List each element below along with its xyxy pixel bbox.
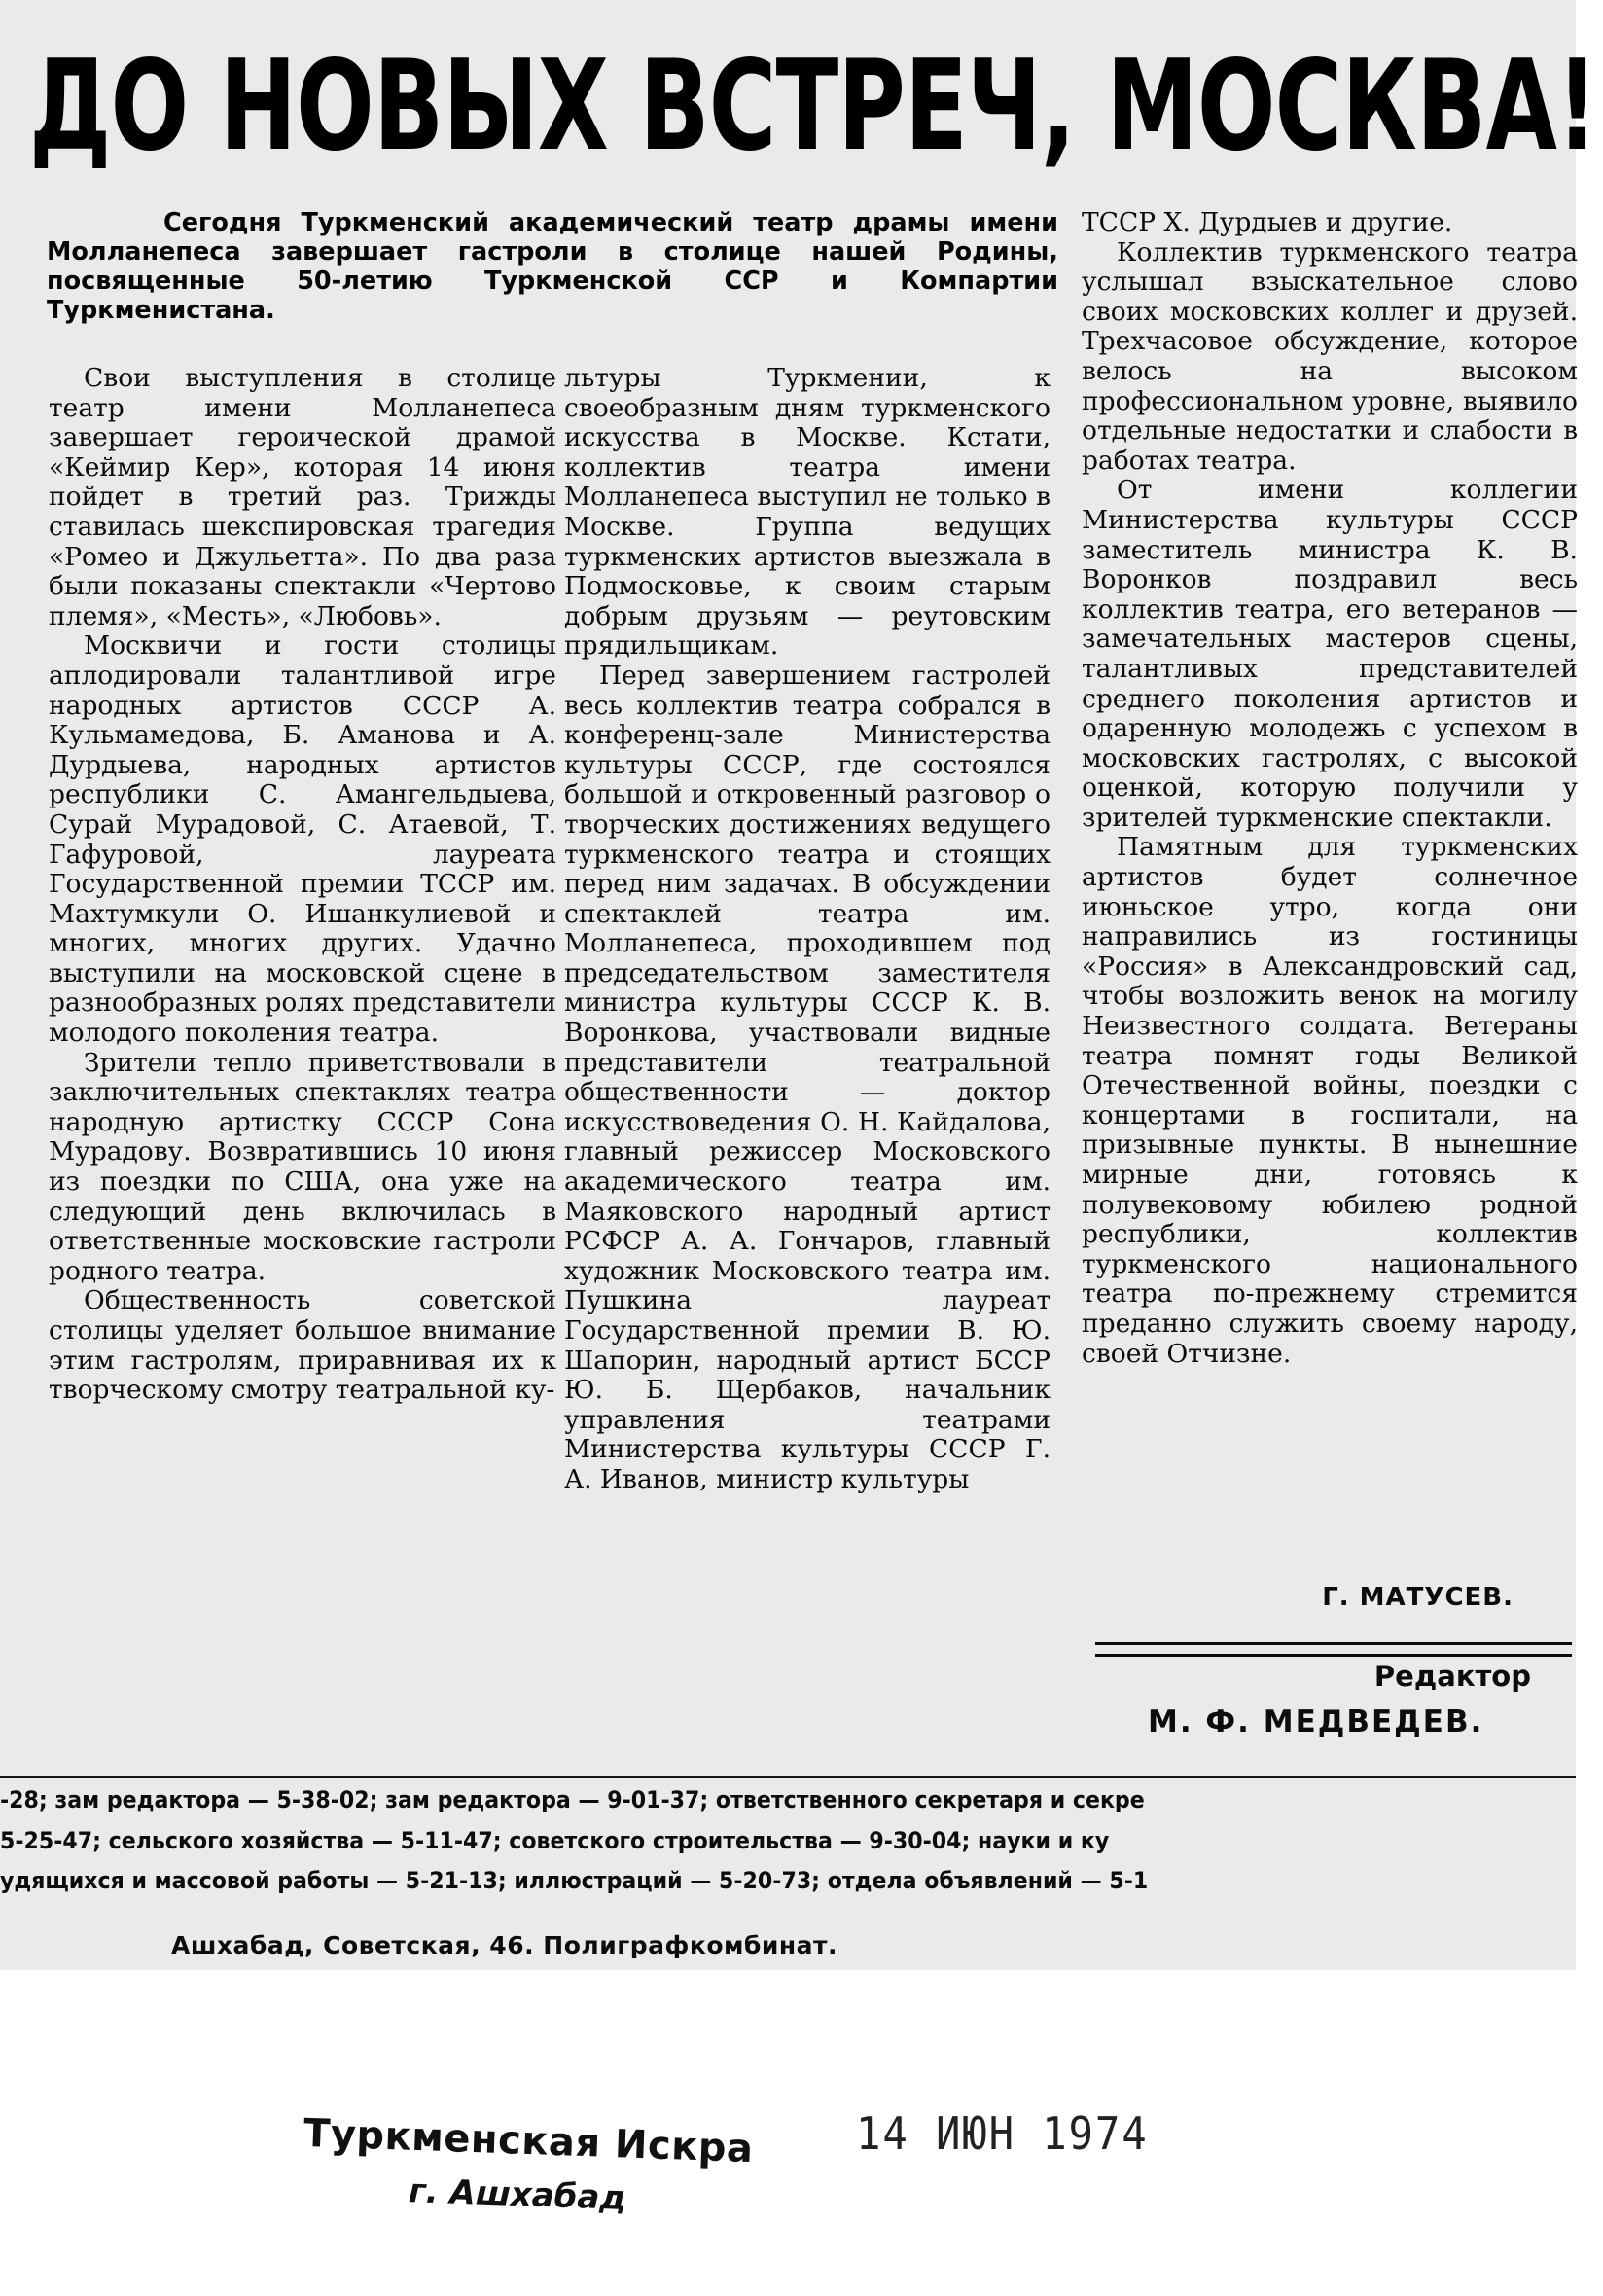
paragraph: Зрители тепло приветствовали в заключительных спектаклях театра народную артистку СССР Сона Мурадову. Возвратившись 10 июня из поездки по США, она уже на следующий день включилась в ответственные московские гастроли родного театра.	[49, 1047, 556, 1286]
paragraph: Свои выступления в столице театр имени Молланепеса завершает героической драмой «Кеймир Кер», которая 14 июня пойдет в третий раз. Трижды ставилась шекспировская трагедия «Ромео и Джульетта». По два раза были показаны спектакли «Чертово племя», «Месть», «Любовь».	[49, 363, 556, 631]
lead-paragraph: Сегодня Туркменский академический театр драмы имени Молланепеса завершает гастроли в столице нашей Родины, посвященные 50-летию Туркменской ССР и Компартии Туркменистана.	[47, 208, 1058, 325]
paragraph: ТССР Х. Дурдыев и другие.	[1082, 207, 1453, 237]
stamp-city: г. Ашхабад	[408, 2171, 627, 2218]
printer-address: Ашхабад, Советская, 46. Полиграфкомбинат.	[171, 1931, 838, 1959]
paragraph: Перед завершением гастролей весь коллектив театра собрался в конференц-зале Министерства культуры СССР, где состоялся большой и откровенный разговор о творческих достижениях ведущего туркменского театра и стоящих перед ним задачах. В обсуждении спектаклей театра им. Молланепеса, проходившем под председательством заместителя министра культуры СССР К. В. Воронкова, участвовали видные представители театральной общественности — доктор искусствоведения О. Н. Кайдалова, главный режиссер Московского академического театра им. Маяковского народный артист РСФСР А. А. Гончаров, главный художник Московского театра им. Пушкина лауреат Государственной премии В. Ю. Шапорин, народный артист БССР Ю. Б. Щербаков, начальник управления театрами Министерства культуры СССР Г. А. Иванов, министр культуры	[564, 660, 1051, 1494]
article-column-3	[1082, 208, 1578, 1369]
paragraph: Коллектив туркменского театра услышал взыскательное слово своих московских коллег и друзей. Трехчасовое обсуждение, которое велось на высоком профессиональном уровне, выявило отдельные недостатки и слабости в работах театра.	[1082, 236, 1578, 476]
contact-phones	[0, 1776, 1576, 1905]
contact-line: -28; зам редактора — 5-38-02; зам редактора — 9-01-37; ответственного секретаря и секре	[0, 1786, 1145, 1813]
stamp-newspaper-name: Туркменская Искра	[303, 2110, 755, 2172]
paragraph: От имени коллегии Министерства культуры СССР заместитель министра К. В. Воронков поздравил весь коллектив театра, его ветеранов — замечательных мастеров сцены, талантливых представителей среднего поколения артистов и одаренную молодежь с успехом в московских гастролях, с высокой оценкой, которую получили у зрителей туркменские спектакли.	[1082, 475, 1578, 833]
article-column-2	[564, 364, 1051, 1495]
headline: ДО НОВЫХ ВСТРЕЧ, МОСКВА!	[29, 34, 1598, 179]
paragraph: Москвичи и гости столицы аплодировали талантливой игре народных артистов СССР А. Кульмамедова, Б. Аманова и А. Дурдыева, народных артистов республики С. Амангельдыева, Сурай Мурадовой, С. Атаевой, Т. Гафуровой, лауреата Государственной премии ТССР им. Махтумкули О. Ишанкулиевой и многих, многих других. Удачно выступили на московской сцене в разнообразных ролях представители молодого поколения театра.	[49, 630, 556, 1049]
article-column-1	[49, 364, 556, 1406]
editor-name: М. Ф. МЕДВЕДЕВ.	[1148, 1704, 1484, 1740]
contact-line: 5-25-47; сельского хозяйства — 5-11-47; советского строительства — 9-30-04; науки и ку	[0, 1827, 1110, 1854]
editor-title: Редактор	[1373, 1660, 1531, 1693]
paragraph: Памятным для туркменских артистов будет солнечное июньское утро, когда они направились из гостиницы «Россия» в Александровский сад, чтобы возложить венок на могилу Неизвестного солдата. Ветераны театра помнят годы Великой Отечественной войны, поездки с концертами в госпитали, на призывные пункты. В нынешние мирные дни, готовясь к полувековому юбилею родной республики, коллектив туркменского национального театра по-прежнему стремится преданно служить своему народу, своей Отчизне.	[1082, 832, 1578, 1369]
double-rule-divider	[1095, 1642, 1572, 1657]
paragraph: Общественность советской столицы уделяет большое внимание этим гастролям, приравнивая их к творческому смотру театральной ку-	[49, 1285, 556, 1406]
contact-line: удящихся и массовой работы — 5-21-13; иллюстраций — 5-20-73; отдела объявлений — 5-1	[0, 1867, 1149, 1894]
date-stamp: 14 ИЮН 1974	[856, 2107, 1149, 2160]
paragraph: льтуры Туркмении, к своеобразным дням туркменского искусства в Москве. Кстати, коллектив театра имени Молланепеса выступил не только в Москве. Группа ведущих туркменских артистов выезжала в Подмосковье, к своим старым добрым друзьям — реутовским прядильщикам.	[564, 363, 1051, 662]
author-signature: Г. МАТУСЕВ.	[1322, 1583, 1514, 1612]
